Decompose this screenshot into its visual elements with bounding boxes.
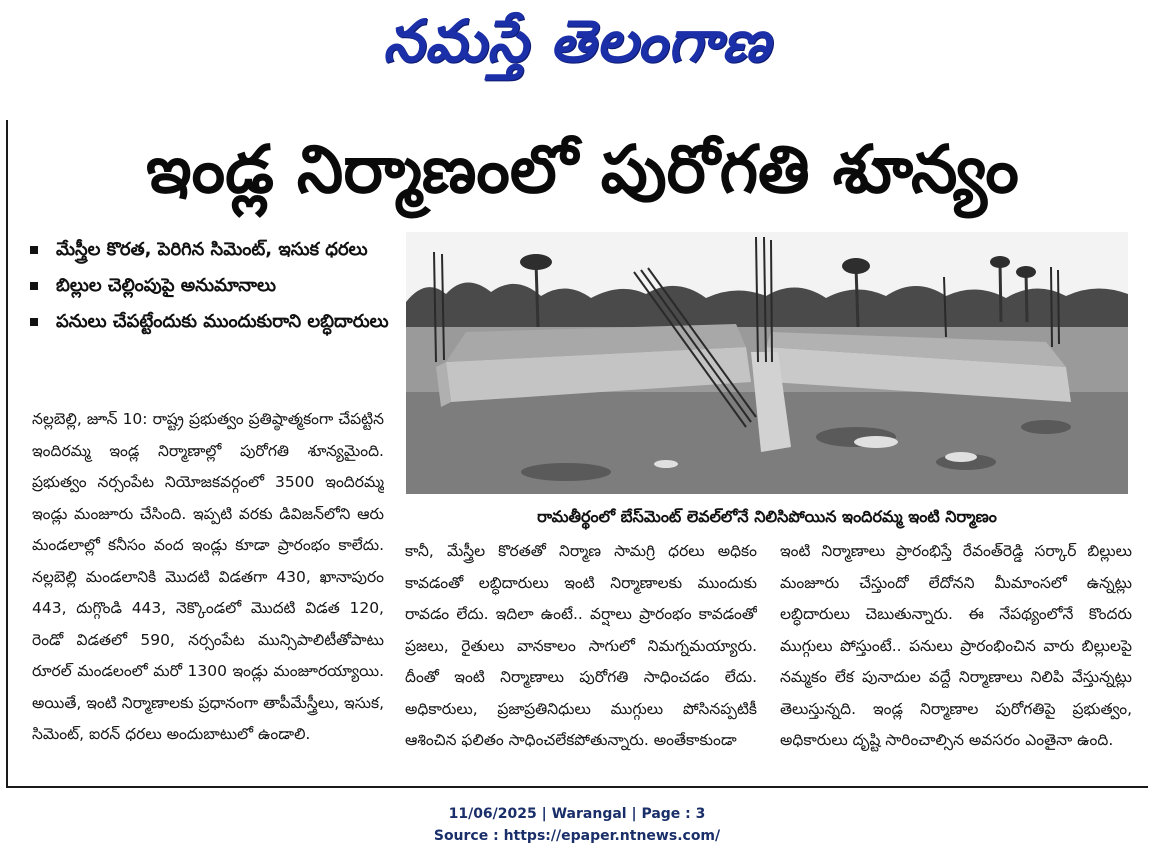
article-column-2 — [405, 536, 757, 776]
article-paragraph: నల్లబెల్లి, జూన్ 10: రాష్ట్ర ప్రభుత్వం ప్రతిష్ఠాత్మకంగా చేపట్టిన ఇందిరమ్మ ఇండ్ల నిర్మాణాల్లో పురోగతి శూన్యమైంది. ప్రభుత్వం నర్సంపేట నియోజకవర్గంలో 3500 ఇందిరమ్మ ఇండ్లు మంజూరు చేసింది. ఇప్పటి వరకు డివిజన్‌లోని ఆరు మండలాల్లో కనీసం వంద ఇండ్లు కూడా ప్రారంభం కాలేదు. నల్లబెల్లి మండలానికి మొదటి విడతగా 430, ఖానాపురం 443, దుగ్గొండి 443, నెక్కొండలో మొదటి విడత 120, రెండో విడతలో 590, నర్సంపేట మున్సిపాలిటీతోపాటు రూరల్ మండలంలో మరో 1300 ఇండ్లు మంజూరయ్యాయి. అయితే, ఇంటి నిర్మాణాలకు ప్రధానంగా తాపీమేస్త్రీలు, ఇసుక, సిమెంట్, ఐరన్ ధరలు అందుబాటులో ఉండాలి. — [32, 410, 384, 743]
edition-info: 11/06/2025 | Warangal | Page : 3 — [448, 806, 706, 822]
bullet-square-icon — [30, 282, 38, 290]
bullet-item — [22, 304, 402, 340]
article-paragraph: కానీ, మేస్త్రీల కొరతతో నిర్మాణ సామగ్రి ధరలు అధికం కావడంతో లబ్ధిదారులు ఇంటి నిర్మాణాలకు ముందుకు రావడం లేదు. ఇదిలా ఉంటే.. వర్షాలు ప్రారంభం కావడంతో ప్రజలు, రైతులు వానకాలం సాగులో నిమగ్నమయ్యారు. దీంతో ఇంటి నిర్మాణాలు పురోగతి సాధించడం లేదు. అధికారులు, ప్రజాప్రతినిధులు ముగ్గులు పోసినప్పటికీ ఆశించిన ఫలితం సాధించలేకపోతున్నారు. అంతేకాకుండా — [405, 542, 757, 749]
article-column-3 — [780, 536, 1132, 776]
bullet-text: బిల్లుల చెల్లింపుపై అనుమానాలు — [56, 275, 276, 296]
source-link[interactable]: Source : https://epaper.ntnews.com/ — [433, 828, 721, 844]
article-headline: ఇండ్ల నిర్మాణంలో పురోగతి శూన్యం — [146, 131, 1019, 208]
foundation-photo-illustration — [406, 232, 1128, 494]
article-paragraph: ఇంటి నిర్మాణాలు ప్రారంభిస్తే రేవంత్‌రెడ్డి సర్కార్ బిల్లులు మంజూరు చేస్తుందో లేదోనని మీమాంసలో ఉన్నట్లు లబ్ధిదారులు చెబుతున్నారు. ఈ నేపథ్యంలోనే కొందరు ముగ్గులు పోస్తుంటే.. పనులు ప్రారంభించిన వారు బిల్లులపై నమ్మకం లేక పునాదుల వద్దే నిర్మాణాలు నిలిపి వేస్తున్నట్లు తెలుస్తున్నది. ఇండ్ల నిర్మాణాల పురోగతిపై ప్రభుత్వం, అధికారులు దృష్టి సారించాల్సిన అవసరం ఎంతైనా ఉంది. — [780, 542, 1132, 749]
bullet-item — [22, 268, 402, 304]
article-frame-bottom-border — [6, 786, 1148, 788]
highlight-bullets — [22, 232, 402, 340]
bullet-text: మేస్త్రీల కొరత, పెరిగిన సిమెంట్, ఇసుక ధరలు — [56, 239, 368, 260]
bullet-square-icon — [30, 318, 38, 326]
bullet-item — [22, 232, 402, 268]
newspaper-logo: నమస్తే తెలంగాణ — [383, 7, 771, 75]
article-frame-left-border — [6, 120, 8, 788]
construction-site-photo — [406, 232, 1128, 494]
photo-caption: రామతీర్థంలో బేస్‌మెంట్ లెవల్‌లోనే నిలిసిపోయిన ఇందిరమ్మ ఇంటి నిర్మాణం — [537, 507, 997, 526]
article-column-1 — [32, 404, 384, 774]
bullet-square-icon — [30, 246, 38, 254]
bullet-text: పనులు చేపట్టేందుకు ముందుకురాని లబ్ధిదారులు — [56, 311, 389, 332]
